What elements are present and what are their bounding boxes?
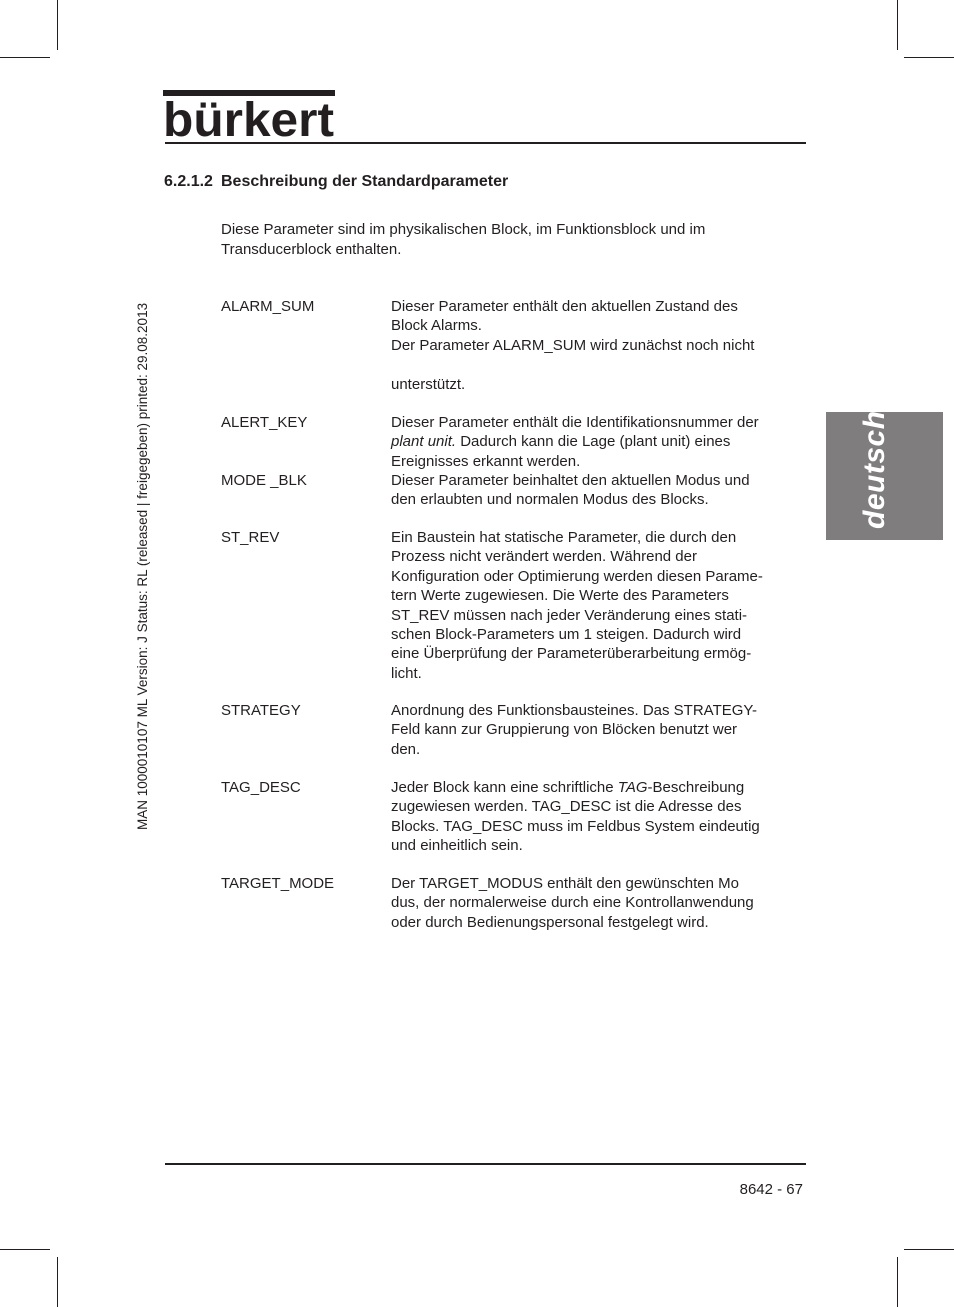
- description-text: -Beschreibung zugewiesen werden. TAG_DESC ist die Adresse des Blocks. TAG_DESC muss im Feldbus System eindeutig und einheitlich sein.: [391, 779, 760, 855]
- parameter-term: TARGET_MODE: [221, 875, 335, 892]
- description-text: Jeder Block kann eine schriftliche: [391, 779, 618, 796]
- intro-paragraph: Diese Parameter sind im physikalischen Block, im Funktionsblock und im Transducerblock enthalten.: [221, 221, 706, 258]
- document-meta-vertical: MAN 1000010107 ML Version: J Status: RL (released | freigegeben) printed: 29.08.2013: [135, 302, 150, 830]
- parameter-term: MODE _BLK: [221, 472, 307, 489]
- logo-wordmark: bürkert: [163, 94, 335, 138]
- page-number: 8642 - 67: [739, 1181, 803, 1198]
- language-tab-label: deutsch: [858, 410, 891, 529]
- parameter-description: Anordnung des Funktionsbausteines. Das STRATEGY- Feld kann zur Gruppierung von Blöcken benutzt wer den.: [391, 702, 758, 758]
- parameter-term: STRATEGY: [221, 702, 301, 719]
- parameter-description: [391, 413, 811, 471]
- parameter-description: Der TARGET_MODUS enthält den gewünschten Mo dus, der normalerweise durch eine Kontrollanwendung oder durch Bedienungspersonal festgelegt wird.: [391, 875, 754, 931]
- footer-rule: [165, 1163, 806, 1165]
- crop-mark: [57, 0, 58, 50]
- parameter-description: [391, 778, 811, 856]
- parameter-term: ST_REV: [221, 529, 280, 546]
- crop-mark: [897, 1257, 898, 1307]
- crop-mark: [57, 1257, 58, 1307]
- description-text: Dieser Parameter enthält die Identifikationsnummer der: [391, 414, 759, 431]
- parameter-term: ALARM_SUM: [221, 298, 315, 315]
- description-italic: plant unit.: [391, 433, 457, 451]
- parameter-term: TAG_DESC: [221, 779, 301, 796]
- description-italic: TAG: [617, 779, 648, 796]
- crop-mark: [904, 1249, 954, 1250]
- section-heading: [164, 172, 804, 192]
- burkert-logo: [163, 90, 335, 138]
- parameter-term: ALERT_KEY: [221, 414, 308, 431]
- section-title: Beschreibung der Standardparameter: [221, 173, 509, 190]
- language-tab: [826, 412, 943, 540]
- parameter-description: Dieser Parameter beinhaltet den aktuellen Modus und den erlaubten und normalen Modus des Blocks.: [391, 472, 750, 509]
- crop-mark: [904, 57, 954, 58]
- crop-mark: [0, 57, 50, 58]
- header-rule: [165, 142, 806, 144]
- crop-mark: [897, 0, 898, 50]
- parameter-description: Dieser Parameter enthält den aktuellen Zustand des Block Alarms. Der Parameter ALARM_SUM wird zunächst noch nicht unterstützt.: [391, 298, 755, 393]
- crop-mark: [0, 1249, 50, 1250]
- description-text: Dadurch kann die Lage (plant unit) eines Ereignisses erkannt werden.: [391, 433, 731, 470]
- parameter-description: Ein Baustein hat statische Parameter, die durch den Prozess nicht verändert werden. Während der Konfiguration oder Optimierung werden diesen Parame- tern Werte zugewiesen. Die Werte des Parameters ST_REV müssen nach jeder Veränderung eines stati- schen Block-Parameters um 1 steigen. Dadurch wird eine Überprüfung der Parameterüberarbeitung ermög- licht.: [391, 529, 763, 682]
- section-number: 6.2.1.2: [164, 173, 213, 190]
